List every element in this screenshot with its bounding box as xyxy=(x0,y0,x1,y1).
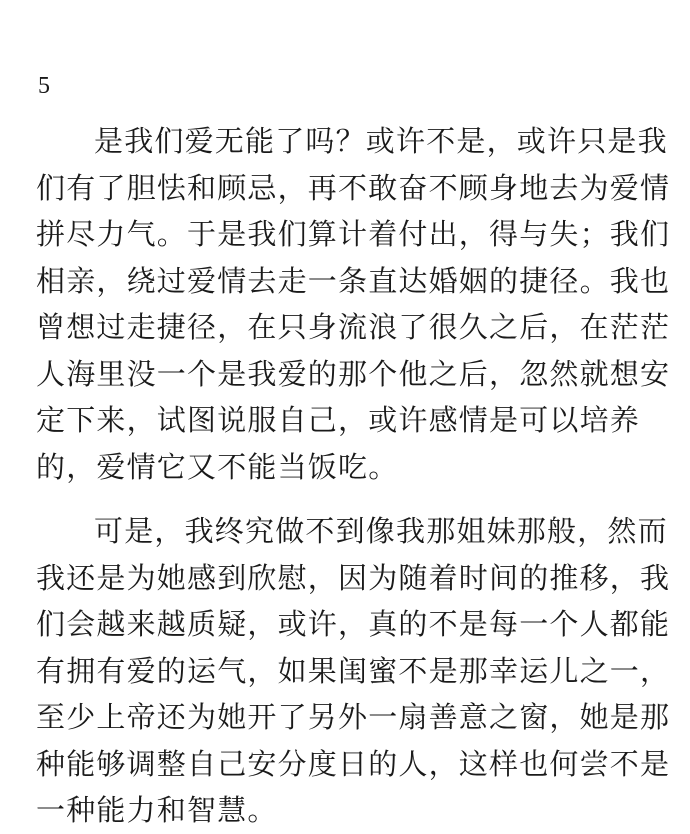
paragraph-1 xyxy=(36,118,671,490)
body-text xyxy=(36,118,671,834)
text-line: 拼尽力气。于是我们算计着付出，得与失；我们 xyxy=(36,217,671,251)
text-line: 定下来，试图说服自己，或许感情是可以培养 xyxy=(36,403,641,437)
text-line: 可是，我终究做不到像我那姐妹那般，然而 xyxy=(94,514,668,548)
text-line: 们有了胆怯和顾忌，再不敢奋不顾身地去为爱情 xyxy=(36,170,671,205)
text-line: 种能够调整自己安分度日的人，这样也何尝不是 xyxy=(36,746,671,781)
text-line: 们会越来越质疑，或许，真的不是每一个人都能 xyxy=(36,607,671,641)
text-line: 曾想过走捷径，在只身流浪了很久之后，在茫茫 xyxy=(36,310,671,344)
text-line: 一种能力和智慧。 xyxy=(36,793,278,827)
text-line: 至少上帝还为她开了另外一扇善意之窗，她是那 xyxy=(36,700,671,734)
text-line: 相亲，绕过爱情去走一条直达婚姻的捷径。我也 xyxy=(36,263,671,298)
text-line: 是我们爱无能了吗？或许不是，或许只是我 xyxy=(94,124,668,158)
text-line: 的，爱情它又不能当饭吃。 xyxy=(36,449,399,484)
text-line: 人海里没一个是我爱的那个他之后，忽然就想安 xyxy=(36,356,671,391)
page-number: 5 xyxy=(38,73,50,99)
text-line: 有拥有爱的运气，如果闺蜜不是那幸运儿之一， xyxy=(36,653,671,688)
paragraph-2 xyxy=(36,508,671,834)
text-line: 我还是为她感到欣慰，因为随着时间的推移，我 xyxy=(36,560,671,595)
